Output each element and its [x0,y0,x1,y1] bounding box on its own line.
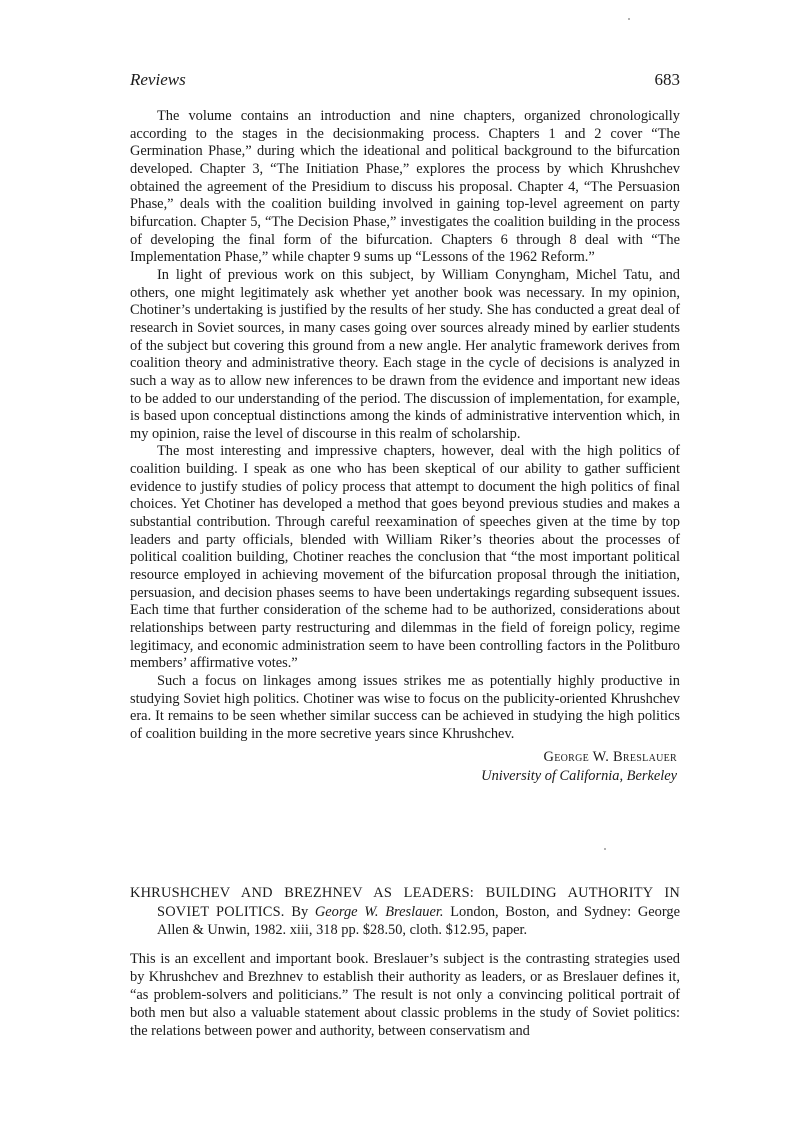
scan-speck [604,848,606,850]
reviewer-affiliation: University of California, Berkeley [481,767,677,784]
book-by: By [291,903,309,920]
review-paragraph: The most interesting and impressive chapters, however, deal with the high politics of coalition building. I speak as one who has been skeptical of our ability to gather sufficient evidence to justify studies of policy process that attempt to document the high politics of final choices. Yet Chotiner has developed a method that goes beyond previous studies and makes a substantial contribution. Through careful reexamination of speeches given at the time by top leaders and party officials, blended with William Riker’s theories about the processes of political coalition building, Chotiner reaches the conclusion that “the most important political resource employed in achieving movement of the bifurcation proposal through the initiation, persuasion, and decision phases seems to have been undertakings regarding subsequent issues. Each time that further consideration of the scheme had to be authorized, considerations about relationships between party restructuring and dilemmas in the field of foreign policy, regime legitimacy, and economic administration seem to have been controlling factors in the Politburo members’ affirmative votes.” [130,443,680,672]
review-body [130,950,680,1040]
page-number: 683 [654,70,680,89]
book-publication: London, Boston, and Sydney: George Allen & Unwin, 1982. xiii, 318 pp. $28.50, cloth. $12.95, paper. [157,903,680,938]
review-paragraph: The volume contains an introduction and nine chapters, organized chronologically according to the stages in the decisionmaking process. Chapters 1 and 2 cover “The Germination Phase,” during which the ideational and political background to the bifurcation developed. Chapter 3, “The Initiation Phase,” explores the process by which Khrushchev obtained the agreement of the Presidium to discuss his proposal. Chapter 4, “The Persuasion Phase,” deals with the coalition building involved in gaining top-level agreement on party bifurcation. Chapter 5, “The Decision Phase,” investigates the coalition building in the process of developing the final form of the bifurcation. Chapters 6 through 8 deal with “The Implementation Phase,” while chapter 9 sums up “Lessons of the 1962 Reform.” [130,108,680,266]
review-paragraph: In light of previous work on this subject, by William Conyngham, Michel Tatu, and others, one might legitimately ask whether yet another book was necessary. In my opinion, Chotiner’s undertaking is justified by the results of her study. She has conducted a great deal of research in Soviet sources, in many cases going over sources already mined by earlier students of the subject but covering this ground from a new angle. Her analytic framework derives from coalition theory and administrative theory. Each stage in the cycle of decisions is analyzed in such a way as to allow new inferences to be drawn from the evidence and important new ideas to be added to our understanding of the period. The discussion of implementation, for example, is based upon conceptual distinctions among the kinds of administrative intervention which, in my opinion, raise the level of discourse in this realm of scholarship. [130,266,680,442]
review-continued [130,108,680,786]
running-head: Reviews [130,70,186,89]
scan-speck [628,18,630,20]
new-review [130,884,680,1040]
book-citation [130,884,680,940]
review-paragraph: This is an excellent and important book. Breslauer’s subject is the contrasting strategies used by Khrushchev and Brezhnev to establish their authority as leaders, or as Breslauer defines it, “as problem-solvers and politicians.” The result is not only a convincing political portrait of both men but also a valuable statement about classic problems in the study of Soviet politics: the relations between power and authority, between conservatism and [130,950,680,1039]
reviewer-name: George W. Breslauer [543,748,677,765]
reviewer-signature [130,748,680,786]
book-author: George W. Breslauer. [314,903,444,920]
book-title: KHRUSHCHEV AND BREZHNEV AS LEADERS: BUILDING AUTHORITY IN SOVIET POLITICS. [130,885,680,920]
review-paragraph: Such a focus on linkages among issues strikes me as potentially highly productive in studying Soviet high politics. Chotiner was wise to focus on the publicity-oriented Khrushchev era. It remains to be seen whether similar success can be achieved in studying the high politics of coalition building in the more secretive years since Khrushchev. [130,673,680,742]
page-header [130,70,680,94]
